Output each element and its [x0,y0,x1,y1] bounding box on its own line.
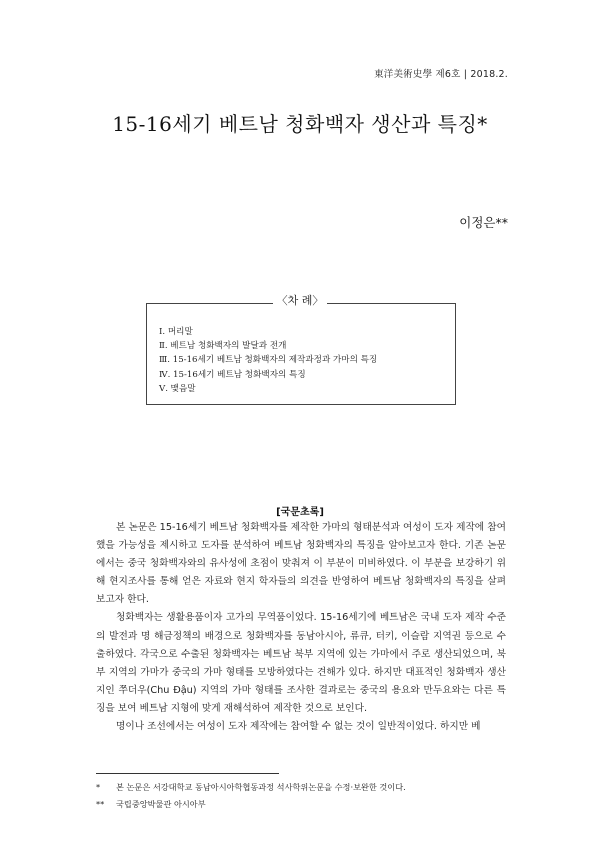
abstract-heading: [국문초록] [276,507,324,518]
footnote-text: 국립중앙박물관 아시아부 [116,799,206,809]
toc-item: Ⅱ. 베트남 청화백자의 발달과 전개 [159,341,287,352]
toc-item: Ⅲ. 15-16세기 베트남 청화백자의 제작과정과 가마의 특징 [159,355,378,366]
toc-item: Ⅳ. 15-16세기 베트남 청화백자의 특징 [159,369,306,380]
abstract-paragraph: 본 논문은 15-16세기 베트남 청화백자를 제작한 가마의 형태분석과 여성이 도자 제작에 참여했을 가능성을 제시하고 도자를 분석하여 베트남 청화백자의 특징을 알아보고자 한다. 기존 논문에서는 중국 청화백자와의 유사성에 초점이 맞춰져 이 부분이 미비하였다. 이 부분을 보강하기 위해 현지조사를 통해 얻은 자료와 현지 학자들의 의견을 반영하여 베트남 청화백자의 특징을 살펴보고자 한다. [96,522,506,606]
footnote [96,796,516,813]
toc-heading-text: 〈차 례〉 [273,294,328,307]
footnotes [96,779,516,813]
abstract-body [96,519,506,736]
toc-list [159,325,377,396]
toc-item: Ⅰ. 머리말 [159,327,193,337]
author-name: 이정은** [459,215,508,230]
toc-item: Ⅴ. 맺음말 [159,383,196,394]
paper-title: 15-16세기 베트남 청화백자 생산과 특징* [112,112,488,136]
abstract-paragraph: 명이나 조선에서는 여성이 도자 제작에는 참여할 수 없는 것이 일반적이었다. 하지만 베 [116,721,481,733]
footnote [96,779,516,796]
footnote-text: 본 논문은 서강대학교 동남아시아학협동과정 석사학위논문을 수정·보완한 것이다. [116,782,406,792]
footnote-mark: ** [96,799,105,809]
toc-heading [0,292,600,308]
footnote-mark: * [96,782,101,792]
footnote-divider [96,773,279,774]
running-head: 東洋美術史學 제6호 | 2018.2. [374,69,508,80]
abstract-paragraph: 청화백자는 생활용품이자 고가의 무역품이었다. 15-16세기에 베트남은 국내 도자 제작 수준의 발전과 명 해금정책의 배경으로 청화백자를 동남아시아, 류큐, 터키, 이슬람 지역권 등으로 수출하였다. 각국으로 수출된 청화백자는 베트남 북부 지역에 있는 가마에서 주로 생산되었으며, 북부 지역의 가마가 중국의 가마 형태를 모방하였다는 견해가 있다. 하지만 대표적인 청화백자 생산지인 쭈더우(Chu Đậu) 지역의 가마 형태를 조사한 결과로는 중국의 용요와 만두요와는 다른 특징을 보여 베트남 지형에 맞게 재해석하여 제작한 것으로 보인다. [96,612,506,714]
